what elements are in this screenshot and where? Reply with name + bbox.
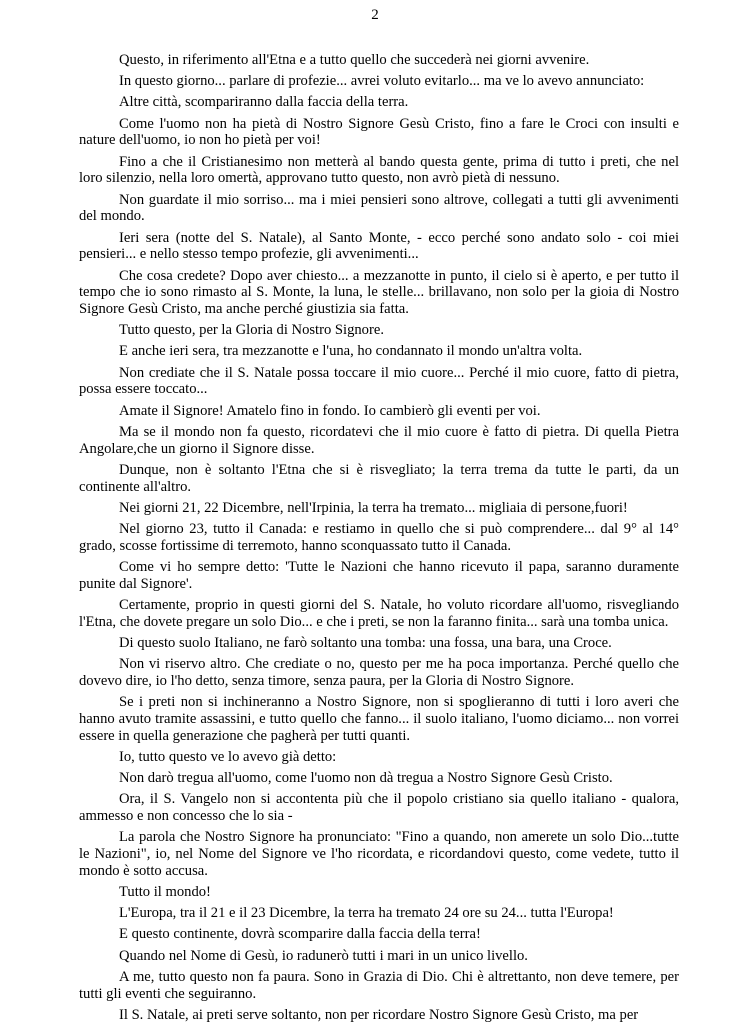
paragraph: Dunque, non è soltanto l'Etna che si è risvegliato; la terra trema da tutte le parti, da un continente all'altro. — [79, 461, 679, 495]
page-number: 2 — [371, 7, 379, 23]
paragraph: La parola che Nostro Signore ha pronunciato: "Fino a quando, non amerete un solo Dio...tutte le Nazioni", io, nel Nome del Signore ve l'ho ricordata, e ricordandovi questo, come vedete, tutto il mondo è sotto accusa. — [79, 829, 679, 879]
paragraph: Se i preti non si inchineranno a Nostro Signore, non si spoglieranno di tutti i loro averi che hanno avuto tramite assassini, e tutto quello che fanno... il suolo italiano, l'uomo diciamo... non vorrei essere in quella generazione che pagherà per tutti quanti. — [79, 694, 679, 744]
paragraph: Ieri sera (notte del S. Natale), al Santo Monte, - ecco perché sono andato solo - coi miei pensieri... e nello stesso tempo profezie, gli avvenimenti... — [79, 229, 679, 263]
paragraph: Come vi ho sempre detto: 'Tutte le Nazioni che hanno ricevuto il papa, saranno duramente punite dal Signore'. — [79, 558, 679, 592]
paragraph: In questo giorno... parlare di profezie... avrei voluto evitarlo... ma ve lo avevo annunciato: — [119, 73, 645, 90]
paragraph: Quando nel Nome di Gesù, io radunerò tutti i mari in un unico livello. — [119, 947, 528, 964]
paragraph: Certamente, proprio in questi giorni del S. Natale, ho voluto ricordare all'uomo, risvegliando l'Etna, che dovete pregare un solo Dio... e che i preti, se non la faranno finita... sarà una tomba unica. — [79, 596, 679, 630]
paragraph: Non vi riservo altro. Che crediate o no, questo per me ha poca importanza. Perché quello che dovevo dire, io l'ho detto, senza timore, senza paura, per la Gloria di Nostro Signore. — [79, 656, 679, 689]
paragraph: Nel giorno 23, tutto il Canada: e restiamo in quello che si può comprendere... dal 9° al 14° grado, scosse fortissime di terremoto, hanno sconquassato tutto il Canada. — [79, 520, 679, 554]
paragraph: Come l'uomo non ha pietà di Nostro Signore Gesù Cristo, fino a fare le Croci con insulti e nature dell'uomo, io non ho pietà per voi! — [79, 115, 679, 149]
paragraph: L'Europa, tra il 21 e il 23 Dicembre, la terra ha tremato 24 ore su 24... tutta l'Europa! — [119, 905, 614, 922]
paragraph: Questo, in riferimento all'Etna e a tutto quello che succederà nei giorni avvenire. — [119, 52, 590, 68]
paragraph: E anche ieri sera, tra mezzanotte e l'una, ho condannato il mondo un'altra volta. — [119, 343, 583, 360]
paragraph: Non guardate il mio sorriso... ma i miei pensieri sono altrove, collegati a tutti gli avvenimenti del mondo. — [79, 191, 679, 225]
paragraph: Ma se il mondo non fa questo, ricordatevi che il mio cuore è fatto di pietra. Di quella Pietra Angolare,che un giorno il Signore disse. — [79, 423, 679, 457]
paragraph: E questo continente, dovrà scomparire dalla faccia della terra! — [119, 926, 481, 943]
paragraph: Nei giorni 21, 22 Dicembre, nell'Irpinia, la terra ha tremato... migliaia di persone,fuori! — [119, 499, 628, 516]
paragraph: Di questo suolo Italiano, ne farò soltanto una tomba: una fossa, una bara, una Croce. — [119, 634, 612, 651]
paragraph: Tutto il mondo! — [119, 884, 211, 901]
paragraph: A me, tutto questo non fa paura. Sono in Grazia di Dio. Chi è altrettanto, non deve temere, per tutti gli eventi che seguiranno. — [79, 968, 679, 1002]
body-text — [79, 52, 679, 1028]
paragraph: Fino a che il Cristianesimo non metterà al bando questa gente, prima di tutto i preti, che nel loro silenzio, nella loro omertà, approvano tutto questo, non avrò pietà di nessuno. — [79, 153, 679, 187]
paragraph: Altre città, scompariranno dalla faccia della terra. — [119, 94, 409, 111]
paragraph: Che cosa credete? Dopo aver chiesto... a mezzanotte in punto, il cielo si è aperto, e per tutto il tempo che io sono rimasto al S. Monte, la luna, le stelle... brillavano, non solo per la gioia di Nostro Signore Gesù Cristo, ma anche perché giustizia sia fatta. — [79, 267, 679, 318]
paragraph: Tutto questo, per la Gloria di Nostro Signore. — [119, 322, 384, 339]
paragraph: Ora, il S. Vangelo non si accontenta più che il popolo cristiano sia quello italiano - qualora, ammesso e non concesso che lo sia - — [79, 791, 679, 825]
paragraph: Amate il Signore! Amatelo fino in fondo. Io cambierò gli eventi per voi. — [119, 402, 541, 419]
paragraph: Il S. Natale, ai preti serve soltanto, non per ricordare Nostro Signore Gesù Cristo, ma per — [119, 1006, 639, 1023]
paragraph: Io, tutto questo ve lo avevo già detto: — [119, 748, 337, 765]
paragraph: Non crediate che il S. Natale possa toccare il mio cuore... Perché il mio cuore, fatto di pietra, possa essere toccato... — [79, 364, 679, 398]
paragraph: Non darò tregua all'uomo, come l'uomo non dà tregua a Nostro Signore Gesù Cristo. — [119, 770, 613, 787]
